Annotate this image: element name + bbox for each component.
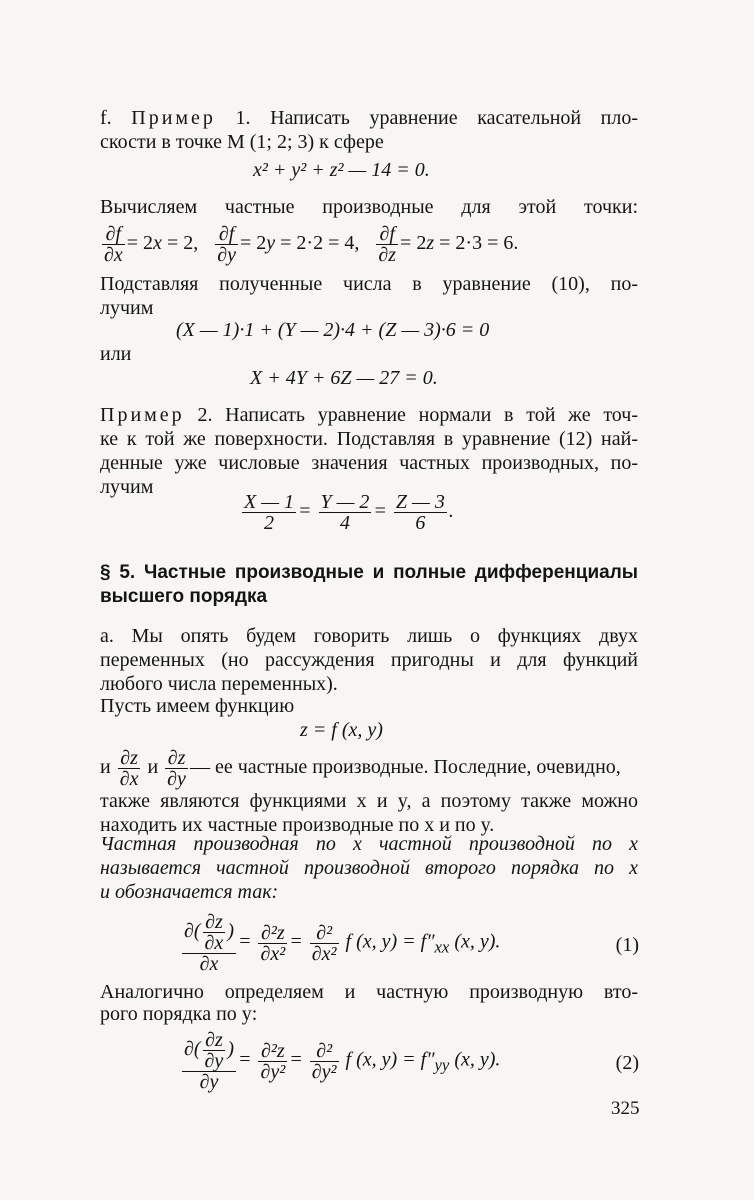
- definition-line: называется частной производной второго порядка по x: [100, 857, 638, 879]
- definition-line: Частная производная по x частной производной по x: [100, 833, 638, 855]
- text-line: скости в точке M (1; 2; 3) к сфере: [100, 131, 384, 153]
- text-fragment: 1. Написать уравнение касательной пло-: [235, 107, 639, 129]
- equation-normal: $\frac{X — 1}{2}$ = $\frac{Y — 2}{4}$ = $\frac{Z — 3}{6}$ .: [244, 491, 454, 534]
- text-line: любого числа переменных).: [100, 673, 338, 695]
- fraction: $\frac{\text{∂²z}}{\text{∂y²}}$: [260, 1039, 286, 1083]
- text-fragment: — ее частные производные. Последние, очевидно,: [189, 756, 621, 779]
- text-line: Аналогично определяем и частную производную вто-: [100, 981, 638, 1003]
- text-line: также являются функциями x и y, а поэтому также можно: [100, 790, 638, 812]
- text-line: Вычисляем частные производные для этой точки:: [100, 196, 638, 218]
- fraction: $\frac{\text{∂²z}}{\text{∂x²}}$: [260, 921, 286, 965]
- text-line: лучим: [100, 476, 154, 498]
- fraction: $\frac{\partial z}{\partial x}$: [119, 747, 139, 790]
- example-label: Пример: [131, 107, 216, 129]
- text-line: Подставляя полученные числа в уравнение (10), по-: [100, 273, 638, 295]
- definition-line: и обозначается так:: [100, 881, 279, 903]
- fraction: $\frac{\partial f}{\partial z}$: [378, 223, 397, 266]
- equation-number: (2): [615, 1052, 639, 1074]
- fraction: ∂( $\frac{\partial z}{\partial x}$ ) ∂x: [184, 911, 234, 975]
- fraction: $\frac{\partial f}{\partial y}$: [217, 223, 236, 266]
- fraction: $\frac{\text{∂²}}{\text{∂x²}}$: [311, 921, 337, 965]
- text-line: денные уже числовые значения частных производных, по-: [100, 452, 638, 474]
- text-line: а. Мы опять будем говорить лишь о функциях двух: [100, 625, 638, 647]
- fraction: $\frac{\partial f}{\partial x}$: [104, 223, 123, 266]
- equation-function: z = f (x, y): [300, 719, 383, 741]
- fraction: ∂( $\frac{\partial z}{\partial y}$ ) ∂y: [184, 1029, 234, 1093]
- text-line: находить их частные производные по x и по y.: [100, 814, 495, 836]
- equation-partials: $\frac{\partial f}{\partial x}$ = 2x = 2, $\frac{\partial f}{\partial y}$ = 2y = 2·2 = 4, $\frac{\partial f}{\partial z}$ = 2z = 2·3 = 6.: [104, 223, 519, 266]
- fraction: $\frac{Y — 2}{4}$: [320, 491, 370, 534]
- text-fragment: 2. Написать уравнение нормали в той же точ-: [197, 404, 638, 426]
- equation-plane: X + 4Y + 6Z — 27 = 0.: [250, 367, 438, 389]
- text-line: или: [100, 343, 132, 365]
- fraction: $\frac{X — 1}{2}$: [244, 491, 294, 534]
- example-label: Пример: [100, 404, 185, 426]
- equation-second-partial-x: ∂( $\frac{\partial z}{\partial x}$ ) ∂x = $\frac{\text{∂²z}}{\text{∂x²}}$ = $\frac{\text{∂²}}{\text{∂x²}}$ f (x, $y) = f''_{xx}$ (x, y).: [184, 911, 501, 975]
- text-line: [100, 403, 638, 427]
- text-line: лучим: [100, 297, 154, 319]
- section-heading: § 5. Частные производные и полные дифференциалы: [100, 562, 638, 583]
- equation-second-partial-y: ∂( $\frac{\partial z}{\partial y}$ ) ∂y = $\frac{\text{∂²z}}{\text{∂y²}}$ = $\frac{\text{∂²}}{\text{∂y²}}$ f (x, $y) = f''_{yy}$ (x, y).: [184, 1029, 501, 1093]
- page-number: 325: [611, 1098, 640, 1119]
- text-line: рого порядка по y:: [100, 1003, 258, 1025]
- text-fragment: f.: [100, 107, 112, 129]
- equation-number: (1): [615, 934, 639, 956]
- text-line: Пусть имеем функцию: [100, 695, 295, 717]
- fraction: $\frac{\text{∂²}}{\text{∂y²}}$: [311, 1039, 337, 1083]
- section-heading: высшего порядка: [100, 586, 268, 607]
- text-line-with-fractions: и $\frac{\partial z}{\partial x}$ и $\frac{\partial z}{\partial y}$ — ее частные производные. Последние, очевидно,: [100, 747, 621, 790]
- fraction: $\frac{\partial z}{\partial y}$: [167, 747, 186, 790]
- text-line: ке к той же поверхности. Подставляя в уравнение (12) най-: [100, 428, 638, 450]
- equation-tangent-plane: (X — 1)·1 + (Y — 2)·4 + (Z — 3)·6 = 0: [176, 319, 490, 341]
- text-line: [100, 106, 638, 130]
- text-line: переменных (но рассуждения пригодны и для функций: [100, 649, 638, 671]
- fraction: $\frac{Z — 3}{6}$: [395, 491, 445, 534]
- equation-sphere: x² + y² + z² — 14 = 0.: [253, 159, 430, 181]
